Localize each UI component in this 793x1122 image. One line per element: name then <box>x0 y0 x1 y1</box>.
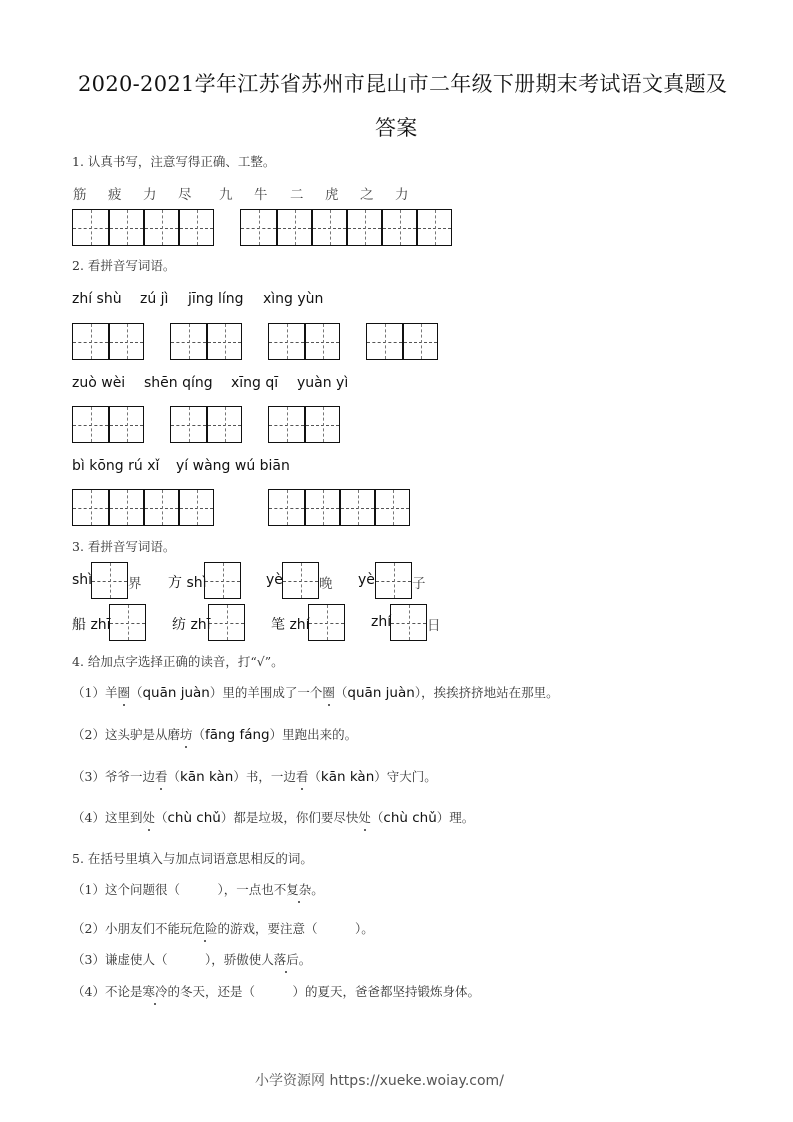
pinyin-label: yè <box>358 572 375 588</box>
q1-char: 之 <box>360 187 374 203</box>
fill-blank-text[interactable]: （1）这个问题很（ ），一点也不 <box>72 882 287 897</box>
writing-grid-4[interactable] <box>72 489 214 526</box>
q5-item-3 <box>72 950 311 968</box>
text: （3）爷爷一边 <box>72 769 155 784</box>
writing-grid-4[interactable] <box>268 489 410 526</box>
text: （ <box>154 810 168 825</box>
pinyin-option[interactable]: chù chǔ <box>383 810 437 826</box>
writing-grid-4[interactable] <box>72 209 214 246</box>
pinyin-label: shì <box>72 572 93 588</box>
writing-grid-2[interactable] <box>72 323 144 360</box>
text: ）书，一边 <box>233 769 296 784</box>
text: 。 <box>298 952 312 967</box>
q1-char: 筋 <box>73 187 87 203</box>
given-char: 晚 <box>319 576 333 592</box>
pinyin-label: yè <box>266 572 283 588</box>
q1-char: 二 <box>290 187 304 203</box>
dotted-char: 看 <box>295 769 309 784</box>
q1-char: 九 <box>219 187 233 203</box>
dotted-char: 圈 <box>322 685 335 700</box>
q5-item-4 <box>72 982 480 1000</box>
text: （ <box>308 769 321 784</box>
text: ），挨挨挤挤地站在那里。 <box>414 685 559 700</box>
text: 。 <box>311 882 324 897</box>
q4-item-1 <box>72 683 559 701</box>
writing-grid-1[interactable] <box>204 562 241 599</box>
writing-grid-1[interactable] <box>375 562 412 599</box>
text: （2）小朋友们不能玩 <box>72 921 193 936</box>
q1-char: 力 <box>143 187 157 203</box>
text: （4）不论是 <box>72 984 143 999</box>
pinyin-option[interactable]: kān kàn <box>180 769 234 785</box>
q1-char: 牛 <box>254 187 268 203</box>
pinyin-label: zuò wèi <box>72 375 126 391</box>
pinyin-option[interactable]: quān juàn <box>347 685 415 701</box>
q1-char: 力 <box>395 187 409 203</box>
dotted-word: 寒冷 <box>142 984 168 999</box>
pinyin-label: yí wàng wú biān <box>176 458 290 474</box>
fill-blank-text[interactable]: （3）谦虚使人（ ），骄傲使人 <box>72 952 274 967</box>
text: （ <box>334 685 348 700</box>
writing-grid-2[interactable] <box>72 406 144 443</box>
pinyin-label: jīng líng <box>188 291 244 307</box>
question-4-heading: 4. 给加点字选择正确的读音，打“√”。 <box>72 654 284 669</box>
q1-char: 疲 <box>108 187 122 203</box>
text: （ <box>129 685 143 700</box>
pinyin-label: xīng qī <box>231 375 279 391</box>
writing-grid-6[interactable] <box>240 209 452 246</box>
q5-item-1 <box>72 880 324 898</box>
dotted-word: 危险 <box>192 921 218 936</box>
question-5-heading: 5. 在括号里填入与加点词语意思相反的词。 <box>72 851 313 866</box>
text: ）都是垃圾，你们要尽快 <box>220 810 359 825</box>
footer-watermark: 小学资源网 https://xueke.woiay.com/ <box>255 1073 504 1089</box>
text: （4）这里到 <box>72 810 143 825</box>
writing-grid-1[interactable] <box>208 604 245 641</box>
q4-item-4 <box>72 808 474 826</box>
dotted-char: 处 <box>358 810 371 825</box>
pinyin-label: zhí shù <box>72 291 122 307</box>
fill-blank-text[interactable]: 的冬天，还是（ ）的夏天，爸爸都坚持锻炼身体。 <box>167 984 480 999</box>
dotted-char: 看 <box>154 769 168 784</box>
pinyin-label: 方 shì <box>168 575 207 591</box>
writing-grid-1[interactable] <box>282 562 319 599</box>
q1-char: 虎 <box>325 187 339 203</box>
pinyin-label: 笔 zhí <box>271 617 310 633</box>
writing-grid-2[interactable] <box>268 323 340 360</box>
writing-grid-1[interactable] <box>308 604 345 641</box>
text: ）里跑出来的。 <box>269 727 358 742</box>
writing-grid-2[interactable] <box>170 323 242 360</box>
question-3-heading: 3. 看拼音写词语。 <box>72 539 176 554</box>
text: ）理。 <box>436 810 475 825</box>
dotted-word: 落后 <box>273 952 299 967</box>
pinyin-label: zú jì <box>140 291 169 307</box>
text: （2）这头驴是从磨 <box>72 727 180 742</box>
given-char: 子 <box>412 576 426 592</box>
pinyin-label: bì kōng rú xǐ <box>72 458 160 474</box>
dotted-char: 处 <box>142 810 155 825</box>
q4-item-2 <box>72 725 357 743</box>
text: （1）羊 <box>72 685 118 700</box>
pinyin-option[interactable]: fāng fáng <box>205 727 270 743</box>
page-title: 2020-2021学年江苏省苏州市昆山市二年级下册期末考试语文真题及 <box>78 72 728 96</box>
writing-grid-1[interactable] <box>390 604 427 641</box>
writing-grid-2[interactable] <box>366 323 438 360</box>
given-char: 日 <box>427 618 441 634</box>
q4-item-3 <box>72 767 437 785</box>
text: （ <box>370 810 384 825</box>
question-2-heading: 2. 看拼音写词语。 <box>72 258 176 273</box>
fill-blank-text[interactable]: 的游戏，要注意（ ）。 <box>217 921 374 936</box>
dotted-char: 圈 <box>117 685 130 700</box>
dotted-word: 复杂 <box>286 882 312 897</box>
pinyin-label: shēn qíng <box>144 375 213 391</box>
q1-char: 尽 <box>178 187 192 203</box>
pinyin-label: 纺 zhī <box>172 617 211 633</box>
pinyin-label: yuàn yì <box>297 375 349 391</box>
dotted-char: 坊 <box>179 727 193 742</box>
q5-item-2 <box>72 919 374 937</box>
pinyin-label: zhí <box>371 614 392 630</box>
text: ）里的羊围成了一个 <box>209 685 323 700</box>
pinyin-option[interactable]: chù chǔ <box>167 810 221 826</box>
writing-grid-1[interactable] <box>91 562 128 599</box>
page-title-line2: 答案 <box>375 116 418 140</box>
question-1-heading: 1. 认真书写，注意写得正确、工整。 <box>72 154 276 169</box>
pinyin-option[interactable]: quān juàn <box>142 685 210 701</box>
text: （ <box>167 769 180 784</box>
writing-grid-1[interactable] <box>109 604 146 641</box>
writing-grid-2[interactable] <box>268 406 340 443</box>
pinyin-option[interactable]: kān kàn <box>320 769 375 785</box>
pinyin-label: xìng yùn <box>263 291 324 307</box>
writing-grid-2[interactable] <box>170 406 242 443</box>
text: ）守大门。 <box>374 769 437 784</box>
text: （ <box>192 727 205 742</box>
pinyin-label: 船 zhī <box>72 617 111 633</box>
given-char: 界 <box>128 576 142 592</box>
